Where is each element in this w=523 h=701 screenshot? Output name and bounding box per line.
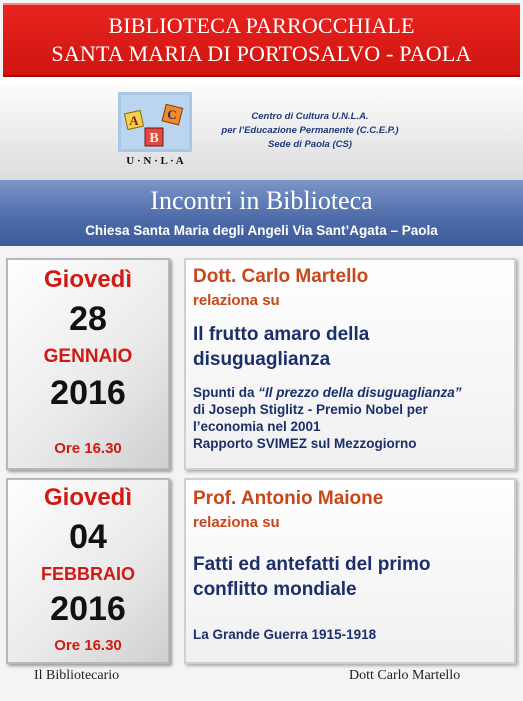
footer-role: Il Bibliotecario: [34, 668, 120, 683]
event-detail-line3: l’economia nel 2001: [193, 419, 321, 434]
venue-address: Chiesa Santa Maria degli Angeli Via Sant’Agata – Paola: [85, 223, 438, 238]
event-relaziona: relaziona su: [193, 514, 280, 531]
unla-logo: [118, 92, 192, 168]
event-topic: [193, 552, 511, 602]
event-talk-box: [184, 478, 516, 664]
letter-block-a: [125, 111, 144, 130]
event-date-box: [6, 258, 170, 470]
letter-b: B: [149, 131, 159, 146]
event-date-box: [6, 478, 170, 664]
series-title: Incontri in Biblioteca: [150, 186, 373, 215]
event-detail-line1: [193, 384, 511, 401]
event-topic: [193, 322, 511, 372]
event-time: Ore 16.30: [54, 440, 122, 457]
event-day: 28: [69, 300, 107, 338]
event-speaker: Dott. Carlo Martello: [193, 266, 369, 287]
event-month: FEBBRAIO: [41, 564, 135, 584]
event-topic-line1: Fatti ed antefatti del primo: [193, 554, 431, 575]
centro-info: [190, 110, 430, 152]
event-topic-line2: conflitto mondiale: [193, 579, 357, 600]
library-name: BIBLIOTECA PARROCCHIALE: [108, 13, 415, 38]
event-detail: [193, 384, 511, 452]
header-banner: [3, 3, 520, 77]
centro-line2: per l’Educazione Permanente (C.C.E.P.): [221, 125, 399, 136]
detail-prefix: Spunti da: [193, 385, 259, 400]
letter-a: A: [129, 113, 139, 128]
logo-caption: U · N · L · A: [126, 155, 184, 167]
event-year: 2016: [50, 590, 126, 628]
event-talk-box: [184, 258, 516, 470]
event-topic-line1: Il frutto amaro della: [193, 324, 370, 345]
event-detail-line1: La Grande Guerra 1915-1918: [193, 627, 377, 642]
event-day: 04: [69, 518, 107, 556]
book-title: “Il prezzo della disuguaglianza”: [258, 385, 462, 400]
library-location: SANTA MARIA DI PORTOSALVO - PAOLA: [51, 41, 472, 66]
event-month: GENNAIO: [43, 346, 133, 367]
event-weekday: Giovedì: [43, 484, 133, 511]
event-speaker: Prof. Antonio Maione: [193, 488, 384, 509]
letter-block-c: [162, 104, 183, 125]
event-year: 2016: [50, 374, 126, 412]
event-detail-line2: di Joseph Stiglitz - Premio Nobel per: [193, 402, 428, 417]
footer-signature: Dott Carlo Martello: [349, 668, 461, 683]
event-time: Ore 16.30: [54, 637, 122, 654]
event-weekday: Giovedì: [43, 266, 133, 293]
event-detail: [193, 626, 511, 643]
centro-line1: Centro di Cultura U.N.L.A.: [251, 111, 369, 122]
event-relaziona: relaziona su: [193, 292, 280, 309]
letter-block-b: [145, 128, 163, 146]
letter-c: C: [167, 107, 177, 122]
event-detail-line4: Rapporto SVIMEZ sul Mezzogiorno: [193, 436, 417, 451]
event-topic-line2: disuguaglianza: [193, 349, 331, 370]
centro-line3: Sede di Paola (CS): [268, 139, 352, 150]
